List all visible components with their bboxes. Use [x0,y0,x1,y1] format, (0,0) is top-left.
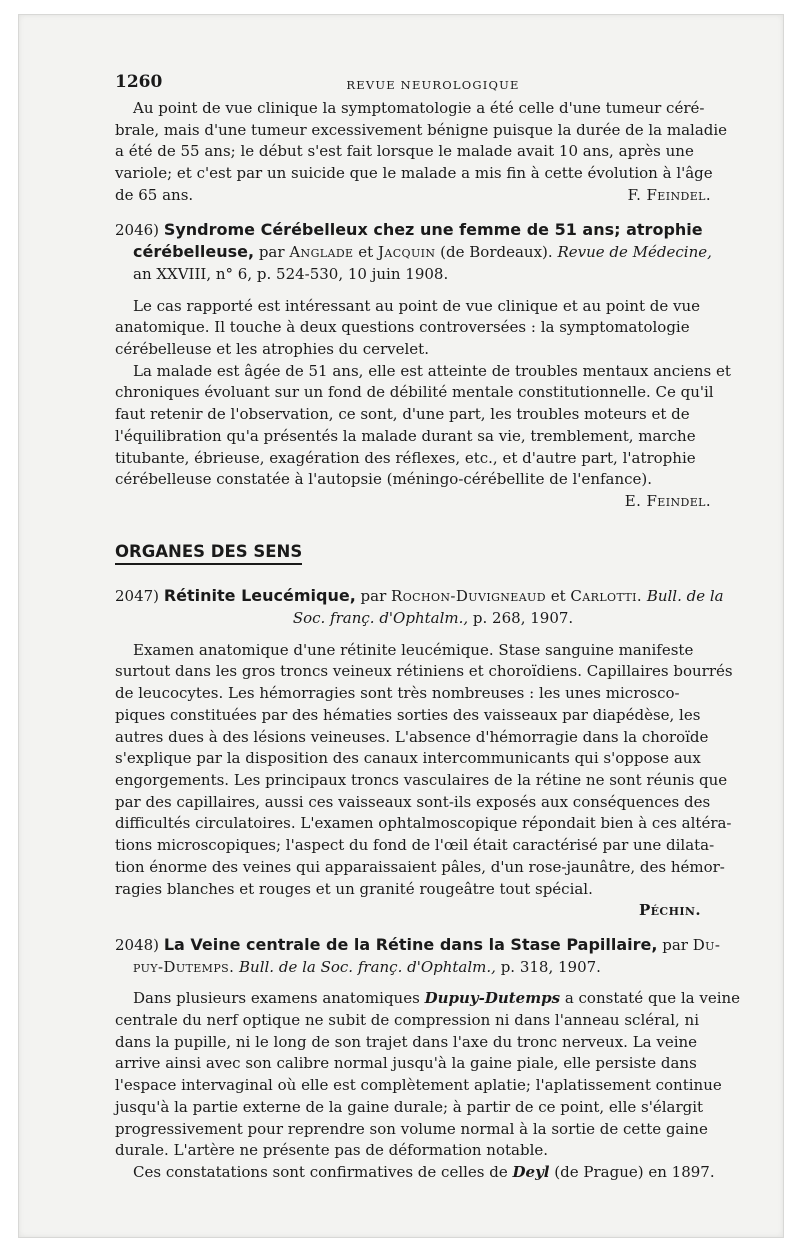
body-line: autres dues à des lésions veineuses. L'absence d'hémorragie dans la choroïde [115,727,709,746]
body-line: centrale du nerf optique ne subit de compression ni dans l'anneau scléral, ni [115,1011,700,1030]
journal: Soc. franç. d'Ophtalm., [292,609,469,628]
entry-heading [115,934,751,957]
section-heading: ORGANES DES SENS [115,541,302,566]
body-text: Ces constatations sont confirmatives de celles de [133,1162,508,1181]
intro-line: de 65 ans. [115,185,194,204]
intro-last-line [115,185,751,207]
body-line: tions microscopiques; l'aspect du fond de l'œil était caractérisé par une dilata- [115,836,715,855]
entry-title: cérébelleuse, [133,242,255,262]
et-word: et [358,243,374,262]
body-line: l'espace intervaginal où elle est complètement aplatie; l'aplatissement continue [115,1076,722,1095]
body-line [115,988,751,1010]
body-line: arrive ainsi avec son calibre normal jusqu'à la gaine piale, elle persiste dans [115,1054,697,1073]
signature: F. Feindel. [627,185,711,204]
text-column [115,72,751,1184]
running-head: REVUE NEUROLOGIQUE [346,78,520,92]
body-line: de leucocytes. Les hémorragies sont très nombreuses : les unes microsco- [115,684,680,703]
journal: Bull. de la [646,587,724,606]
entry-number: 2046) [115,220,160,239]
intro-line: Au point de vue clinique la symptomatologie a été celle d'une tumeur céré- [133,99,705,117]
cited-author: Dupuy-Dutemps [424,989,561,1008]
et-word: et [550,587,566,606]
abstract-2048 [115,934,751,1184]
reference: p. 268, 1907. [472,609,574,628]
abstract-2046 [115,219,751,513]
intro-line: variole; et c'est par un suicide que le malade a mis fin à cette évolution à l'âge [115,164,713,183]
cited-author: Deyl [512,1162,550,1181]
body-line: titubante, ébrieuse, exagération des réflexes, etc., et d'autre part, l'atrophie [115,448,696,467]
body-line: engorgements. Les principaux troncs vasculaires de la rétine ne sont réunis que [115,770,728,789]
par-word: par [360,587,387,606]
signature: E. Feindel. [624,491,711,510]
body-line: anatomique. Il touche à deux questions controversées : la symptomatologie [115,318,690,337]
body-line: Examen anatomique d'une rétinite leucémique. Stase sanguine manifeste [133,640,694,659]
intro-line: a été de 55 ans; le début s'est fait lorsque le malade avait 10 ans, après une [115,142,694,161]
body-line: progressivement pour reprendre son volume normal à la sortie de cette gaine [115,1119,708,1138]
body-line: surtout dans les gros troncs veineux rétiniens et choroïdiens. Capillaires bourrés [115,662,733,681]
entry-heading-cont [115,241,751,264]
reference: p. 318, 1907. [500,957,601,976]
author: Jacquin [377,243,436,262]
author: Anglade [289,243,354,262]
page-number: 1260 [115,72,163,92]
par-word: par [258,243,285,262]
entry-heading [115,219,751,242]
entry-number: 2047) [115,587,160,606]
body-line: difficultés circulatoires. L'examen ophtalmoscopique répondait bien à ces altéra- [115,814,732,833]
intro-line: brale, mais d'une tumeur excessivement bénigne puisque la durée de la maladie [115,120,728,139]
page-header [115,72,751,92]
body-line: tion énorme des veines qui apparaissaient pâles, d'un rose-jaunâtre, des hémor- [115,857,725,876]
entry-heading-cont [115,608,751,630]
body-line: chroniques évoluant sur un fond de débilité mentale constitutionnelle. Ce qu'il [115,383,714,402]
author: Carlotti. [570,587,643,606]
body-line: jusqu'à la partie externe de la gaine durale; à partir de ce point, elle s'élargit [115,1097,704,1116]
body-line: cérébelleuse et les atrophies du cervelet. [115,340,429,359]
body-text: a constaté que la veine [564,989,741,1008]
body-line: piques constituées par des hématies sorties des vaisseaux par diapédèse, les [115,705,701,724]
body-line: ragies blanches et rouges et un granité rougeâtre tout spécial. [115,879,593,898]
journal: Bull. de la Soc. franç. d'Ophtalm., [239,957,496,976]
body-line: dans la pupille, ni le long de son trajet dans l'axe du tronc nerveux. La veine [115,1032,698,1051]
body-line: durale. L'artère ne présente pas de déformation notable. [115,1141,549,1160]
entry-title: Rétinite Leucémique, [163,586,356,606]
entry-title: Syndrome Cérébelleux chez une femme de 51 ans; atrophie [163,219,703,239]
body-text: Dans plusieurs examens anatomiques [133,989,420,1008]
entry-number: 2048) [115,935,160,954]
entry-heading [115,585,751,608]
body-line: Le cas rapporté est intéressant au point de vue clinique et au point de vue [133,296,701,315]
signature: Péchin. [638,901,701,920]
abstract-2047 [115,585,751,922]
body-text: (de Prague) en 1897. [554,1162,715,1181]
entry-heading-cont [115,957,751,979]
author: Du- [692,935,721,954]
journal: Revue de Médecine, [557,243,712,262]
body-line: cérébelleuse constatée à l'autopsie (méningo-cérébellite de l'enfance). [115,470,653,489]
entry-title: La Veine centrale de la Rétine dans la Stase Papillaire, [163,934,658,954]
body-line: faut retenir de l'observation, ce sont, d'une part, les troubles moteurs et de [115,405,690,424]
body-line: l'équilibration qu'a présentés la malade durant sa vie, tremblement, marche [115,426,696,445]
body-line: La malade est âgée de 51 ans, elle est atteinte de troubles mentaux anciens et [133,361,731,380]
author: puy-Dutemps. [133,957,235,976]
par-word: par [662,935,688,954]
reference: an XXVIII, n° 6, p. 524-530, 10 juin 1908. [133,264,449,283]
author: Rochon-Duvigneaud [391,587,546,606]
body-line [115,1162,751,1184]
body-line: par des capillaires, aussi ces vaisseaux sont-ils exposés aux conséquences des [115,792,711,811]
affiliation: (de Bordeaux). [440,243,553,262]
body-line: s'explique par la disposition des canaux intercommunicants qui s'oppose aux [115,749,701,768]
